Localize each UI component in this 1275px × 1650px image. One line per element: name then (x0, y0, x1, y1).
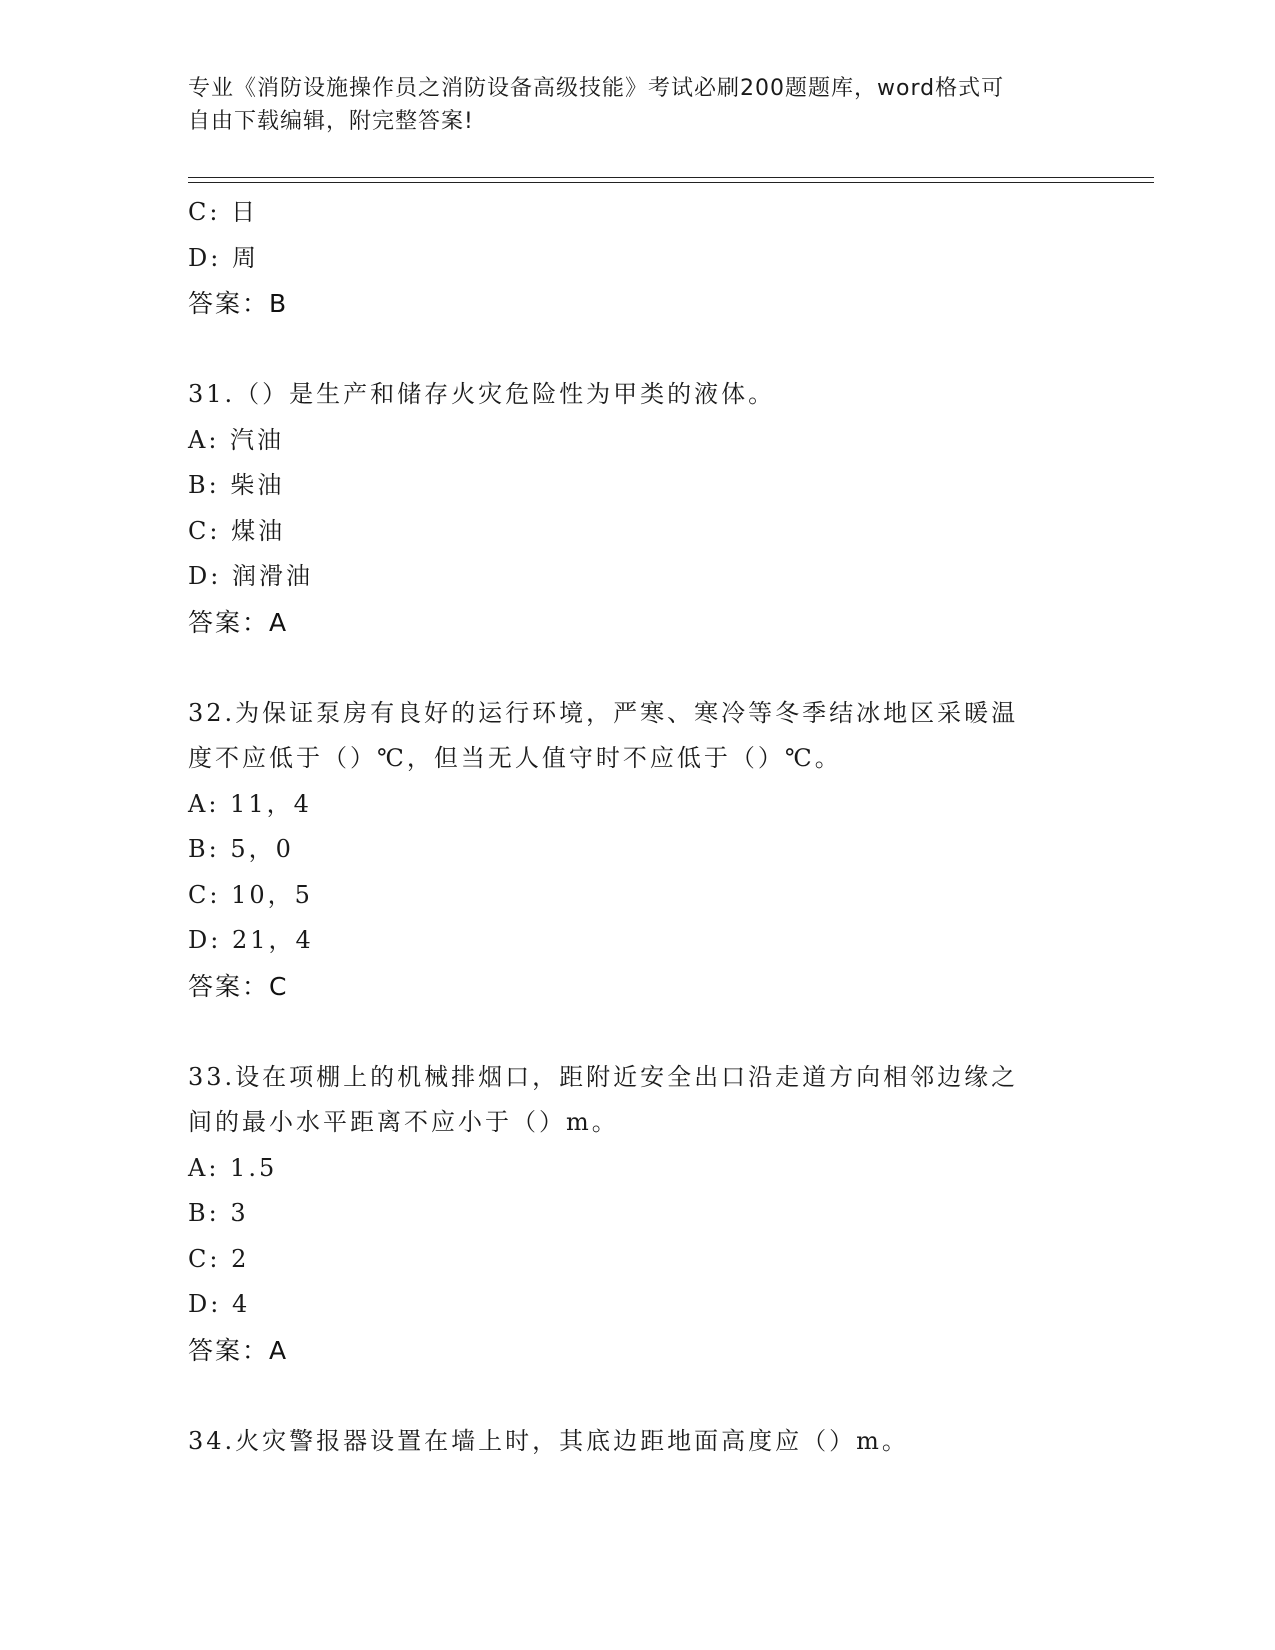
question-stem: 34.火灾警报器设置在墙上时，其底边距地面高度应（）m。 (188, 1426, 909, 1455)
question-34 (188, 1419, 1088, 1465)
header-divider-bottom (188, 182, 1154, 183)
header-line-2: 自由下载编辑，附完整答案! (188, 109, 474, 134)
answer-line: 答案：A (188, 1335, 289, 1365)
question-list (188, 190, 1088, 1464)
option-a: A: 1.5 (188, 1153, 278, 1182)
question-stem: 33.设在项棚上的机械排烟口，距附近安全出口沿走道方向相邻边缘之 (188, 1062, 1019, 1091)
option-a: A: 11，4 (188, 789, 312, 818)
option-d: D: 周 (188, 243, 259, 272)
option-b: B: 5，0 (188, 835, 294, 863)
option-b: B: 3 (188, 1199, 249, 1227)
question-stem: 31.（）是生产和储存火灾危险性为甲类的液体。 (188, 380, 776, 408)
question-stem-continued: 度不应低于（）℃，但当无人值守时不应低于（）℃。 (188, 744, 842, 772)
option-b: B: 柴油 (188, 471, 285, 499)
document-header (188, 72, 1068, 138)
header-divider-top (188, 177, 1154, 178)
answer-line: 答案：C (188, 971, 289, 1001)
answer-line: 答案：B (188, 289, 289, 318)
option-c: C: 2 (188, 1244, 250, 1273)
question-stem: 32.为保证泵房有良好的运行环境，严寒、寒冷等冬季结冰地区采暖温 (188, 698, 1019, 727)
option-c: C: 日 (188, 198, 259, 226)
option-a: A: 汽油 (188, 425, 285, 454)
question-stem-continued: 间的最小水平距离不应小于（）m。 (188, 1108, 619, 1136)
option-c: C: 10，5 (188, 880, 313, 909)
option-d: D: 润滑油 (188, 562, 313, 590)
answer-line: 答案：A (188, 607, 289, 637)
question-31 (188, 372, 1088, 645)
question-32 (188, 691, 1088, 1010)
header-line-1: 专业《消防设施操作员之消防设备高级技能》考试必刷200题题库，word格式可 (188, 76, 1005, 101)
option-c: C: 煤油 (188, 516, 286, 545)
question-30-tail (188, 190, 1088, 327)
option-d: D: 21，4 (188, 926, 314, 954)
option-d: D: 4 (188, 1290, 251, 1318)
question-33 (188, 1055, 1088, 1374)
